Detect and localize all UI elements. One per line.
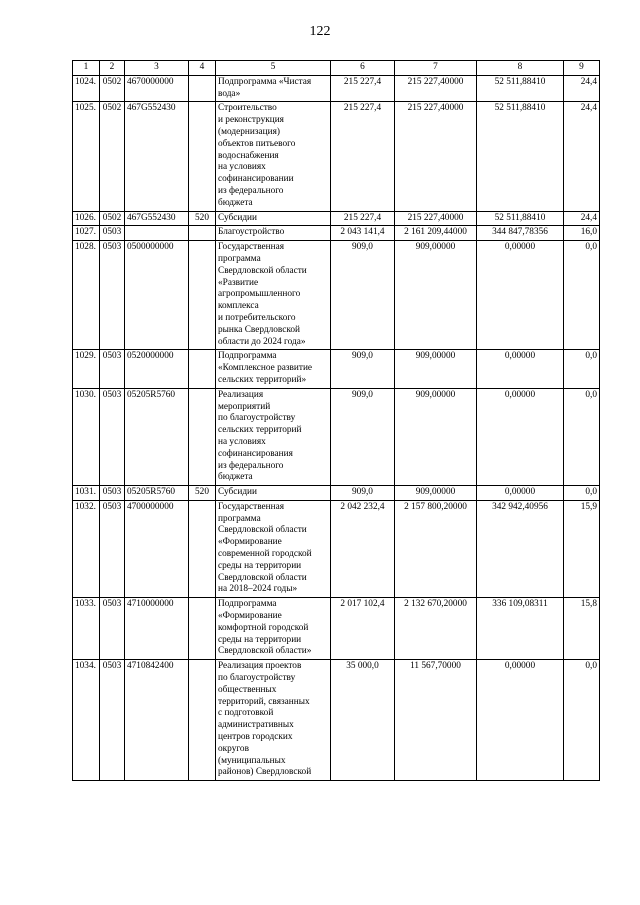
item-name-line: общественных [218,684,277,695]
item-name [216,500,331,597]
row-number: 1024. [73,75,100,102]
row-number: 1028. [73,241,100,350]
row-number: 1025. [73,102,100,211]
item-name-line: Свердловской области» [218,646,312,657]
column-header: 3 [125,61,189,76]
item-name-line: сельских территорий» [218,374,307,385]
expense-type-code [189,241,216,350]
section-code: 0503 [100,241,125,350]
item-name-line: водоснабжения [218,150,279,161]
executed-amount: 52 511,88410 [477,211,564,226]
planned-amount: 215 227,4 [331,102,395,211]
table-row [73,500,600,597]
item-name-line: Государственная [218,501,285,512]
table-header-row [73,61,600,76]
section-code: 0503 [100,500,125,597]
expense-type-code [189,388,216,485]
item-name-line: административных [218,720,294,731]
column-header: 6 [331,61,395,76]
item-name-line: «Комплексное развитие [218,363,313,374]
section-code: 0503 [100,388,125,485]
section-code: 0503 [100,598,125,660]
planned-amount: 909,0 [331,388,395,485]
execution-percent: 24,4 [564,211,600,226]
expense-type-code [189,102,216,211]
item-name-line: и потребительского [218,312,296,323]
executed-amount: 0,00000 [477,486,564,501]
column-header: 2 [100,61,125,76]
column-header: 4 [189,61,216,76]
executed-amount: 0,00000 [477,350,564,388]
executed-amount: 52 511,88410 [477,75,564,102]
column-header: 7 [395,61,477,76]
item-name-line: из федерального [218,185,284,196]
item-name-line: центров городских [218,732,293,743]
item-name-line: «Формирование [218,611,282,622]
planned-amount: 2 043 141,4 [331,226,395,241]
executed-amount: 344 847,78356 [477,226,564,241]
item-name-line: Строительство [218,103,277,114]
section-code: 0502 [100,75,125,102]
target-article-code: 0520000000 [125,350,189,388]
approved-amount: 2 161 209,44000 [395,226,477,241]
expense-type-code [189,500,216,597]
item-name-line: программа [218,513,261,524]
item-name-line: Подпрограмма «Чистая [218,76,312,87]
table-row [73,350,600,388]
section-code: 0503 [100,350,125,388]
table-row [73,211,600,226]
planned-amount: 35 000,0 [331,660,395,781]
execution-percent: 15,9 [564,500,600,597]
item-name [216,226,331,241]
execution-percent: 0,0 [564,486,600,501]
item-name-line: бюджета [218,197,253,208]
target-article-code: 4710000000 [125,598,189,660]
item-name-line: из федерального [218,460,284,471]
item-name-line: территорий, связанных [218,696,310,707]
row-number: 1030. [73,388,100,485]
approved-amount: 909,00000 [395,241,477,350]
planned-amount: 909,0 [331,241,395,350]
execution-percent: 24,4 [564,102,600,211]
execution-percent: 0,0 [564,388,600,485]
planned-amount: 2 017 102,4 [331,598,395,660]
table-body [73,75,600,780]
section-code: 0503 [100,660,125,781]
table-row [73,660,600,781]
approved-amount: 215 227,40000 [395,211,477,226]
row-number: 1026. [73,211,100,226]
item-name-line: (муниципальных [218,755,286,766]
item-name-line: Государственная [218,242,285,253]
item-name-line: современной городской [218,549,312,560]
item-name-line: Подпрограмма [218,599,277,610]
expense-type-code [189,660,216,781]
item-name-line: районов) Свердловской [218,767,312,778]
item-name [216,350,331,388]
column-header: 5 [216,61,331,76]
column-header: 8 [477,61,564,76]
item-name-line: софинансирования [218,448,293,459]
page-number: 122 [309,24,331,39]
item-name-line: Свердловской области [218,525,307,536]
section-code: 0503 [100,486,125,501]
approved-amount: 215 227,40000 [395,102,477,211]
row-number: 1032. [73,500,100,597]
item-name [216,241,331,350]
row-number: 1034. [73,660,100,781]
approved-amount: 2 132 670,20000 [395,598,477,660]
item-name-line: комфортной городской [218,622,309,633]
executed-amount: 336 109,08311 [477,598,564,660]
target-article-code: 467G552430 [125,211,189,226]
expense-type-code: 520 [189,486,216,501]
column-header: 9 [564,61,600,76]
expense-type-code [189,598,216,660]
item-name-line: «Формирование [218,537,282,548]
executed-amount: 0,00000 [477,241,564,350]
target-article-code: 4670000000 [125,75,189,102]
table-row [73,388,600,485]
table-row [73,102,600,211]
approved-amount: 215 227,40000 [395,75,477,102]
item-name-line: мероприятий [218,401,271,412]
item-name-line: вода» [218,88,241,99]
execution-percent: 15,8 [564,598,600,660]
item-name-line: (модернизация) [218,126,280,137]
target-article-code: 4700000000 [125,500,189,597]
item-name-line: комплекса [218,301,259,312]
planned-amount: 215 227,4 [331,211,395,226]
item-name-line: по благоустройству [218,413,296,424]
item-name-line: Субсидии [218,487,258,498]
item-name-line: бюджета [218,472,253,483]
item-name-line: сельских территорий [218,425,302,436]
target-article-code [125,226,189,241]
expense-type-code: 520 [189,211,216,226]
table-row [73,75,600,102]
expense-type-code [189,75,216,102]
column-header: 1 [73,61,100,76]
item-name-line: программа [218,253,261,264]
table-row [73,226,600,241]
item-name-line: объектов питьевого [218,138,296,149]
item-name-line: на условиях [218,162,266,173]
item-name-line: Свердловской области [218,265,307,276]
item-name-line: на условиях [218,436,266,447]
execution-percent: 0,0 [564,660,600,781]
expense-type-code [189,226,216,241]
planned-amount: 909,0 [331,486,395,501]
item-name-line: Свердловской области [218,572,307,583]
item-name-line: среды на территории [218,634,302,645]
row-number: 1031. [73,486,100,501]
execution-percent: 24,4 [564,75,600,102]
item-name [216,660,331,781]
target-article-code: 467G552430 [125,102,189,211]
target-article-code: 05205R5760 [125,486,189,501]
target-article-code: 4710842400 [125,660,189,781]
item-name-line: и реконструкция [218,115,284,126]
item-name-line: рынка Свердловской [218,324,301,335]
item-name-line: Реализация [218,389,264,400]
approved-amount: 11 567,70000 [395,660,477,781]
approved-amount: 909,00000 [395,388,477,485]
item-name [216,598,331,660]
approved-amount: 909,00000 [395,486,477,501]
executed-amount: 0,00000 [477,388,564,485]
item-name [216,102,331,211]
approved-amount: 2 157 800,20000 [395,500,477,597]
target-article-code: 05205R5760 [125,388,189,485]
planned-amount: 215 227,4 [331,75,395,102]
item-name [216,486,331,501]
item-name-line: с подготовкой [218,708,274,719]
planned-amount: 2 042 232,4 [331,500,395,597]
section-code: 0503 [100,226,125,241]
item-name-line: Благоустройство [218,227,285,238]
item-name-line: «Развитие [218,277,259,288]
approved-amount: 909,00000 [395,350,477,388]
expense-type-code [189,350,216,388]
item-name-line: округов [218,743,249,754]
execution-percent: 0,0 [564,241,600,350]
item-name-line: на 2018–2024 годы» [218,584,298,595]
budget-table [72,60,600,781]
item-name-line: Субсидии [218,212,258,223]
item-name-line: Реализация проектов [218,661,302,672]
row-number: 1029. [73,350,100,388]
target-article-code: 0500000000 [125,241,189,350]
item-name-line: агропромышленного [218,289,301,300]
row-number: 1033. [73,598,100,660]
item-name [216,388,331,485]
executed-amount: 0,00000 [477,660,564,781]
row-number: 1027. [73,226,100,241]
table-row [73,598,600,660]
section-code: 0502 [100,102,125,211]
section-code: 0502 [100,211,125,226]
item-name-line: по благоустройству [218,673,296,684]
item-name-line: среды на территории [218,560,302,571]
execution-percent: 16,0 [564,226,600,241]
executed-amount: 52 511,88410 [477,102,564,211]
item-name-line: области до 2024 года» [218,336,306,347]
item-name [216,75,331,102]
table-row [73,241,600,350]
planned-amount: 909,0 [331,350,395,388]
table-row [73,486,600,501]
item-name [216,211,331,226]
execution-percent: 0,0 [564,350,600,388]
item-name-line: Подпрограмма [218,351,277,362]
executed-amount: 342 942,40956 [477,500,564,597]
item-name-line: софинансировании [218,174,294,185]
